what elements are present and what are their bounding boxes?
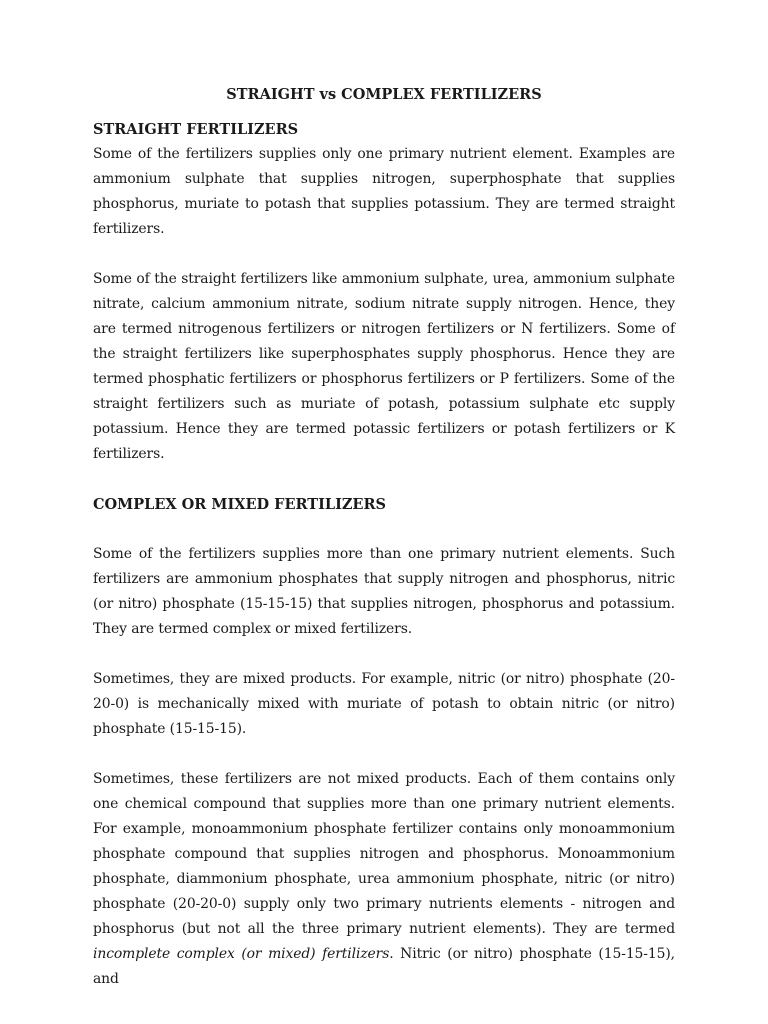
document-page bbox=[93, 82, 675, 992]
paragraph-last bbox=[93, 767, 675, 992]
paragraph-text: Sometimes, these fertilizers are not mixed products. Each of them contains only one chemical compound that supplies more than one primary nutrient elements. For example, monoammonium phosphate fertilizer contains only monoammonium phosphate compound that supplies nitrogen and phosphorus. Monoammonium phosphate, diammonium phosphate, urea ammonium phosphate, nitric (or nitro) phosphate (20-20-0) supply only two primary nutrients elements - nitrogen and phosphorus (but not all the three primary nutrient elements). They are termed bbox=[93, 771, 675, 937]
paragraph: Sometimes, they are mixed products. For example, nitric (or nitro) phosphate (20-20-0) is mechanically mixed with muriate of potash to obtain nitric (or nitro) phosphate (15-15-15). bbox=[93, 671, 675, 737]
paragraph-gap bbox=[93, 467, 675, 492]
paragraph: Some of the fertilizers supplies only one primary nutrient element. Examples are ammonium sulphate that supplies nitrogen, superphosphate that supplies phosphorus, muriate to potash that supplies potassium. They are termed straight fertilizers. bbox=[93, 146, 675, 237]
paragraph: Some of the fertilizers supplies more than one primary nutrient elements. Such fertilizers are ammonium phosphates that supply nitrogen and phosphorus, nitric (or nitro) phosphate (15-15-15) that supplies nitrogen, phosphorus and potassium. They are termed complex or mixed fertilizers. bbox=[93, 546, 675, 637]
paragraph-tail: . Nitric (or nitro) phosphate (15-15-15), and bbox=[93, 946, 675, 987]
document-title: STRAIGHT vs COMPLEX FERTILIZERS bbox=[226, 86, 542, 103]
section-heading-straight: STRAIGHT FERTILIZERS bbox=[93, 121, 299, 138]
paragraph-gap bbox=[93, 242, 675, 267]
paragraph-gap bbox=[93, 742, 675, 767]
section-heading-complex: COMPLEX OR MIXED FERTILIZERS bbox=[93, 496, 387, 513]
paragraph-gap bbox=[93, 517, 675, 542]
italic-term: incomplete complex (or mixed) fertilizers bbox=[93, 946, 390, 962]
paragraph: Some of the straight fertilizers like ammonium sulphate, urea, ammonium sulphate nitrate, calcium ammonium nitrate, sodium nitrate supply nitrogen. Hence, they are termed nitrogenous fertilizers or nitrogen fertilizers or N fertilizers. Some of the straight fertilizers like superphosphates supply phosphorus. Hence they are termed phosphatic fertilizers or phosphorus fertilizers or P fertilizers. Some of the straight fertilizers such as muriate of potash, potassium sulphate etc supply potassium. Hence they are termed potassic fertilizers or potash fertilizers or K fertilizers. bbox=[93, 271, 675, 462]
paragraph-gap bbox=[93, 642, 675, 667]
